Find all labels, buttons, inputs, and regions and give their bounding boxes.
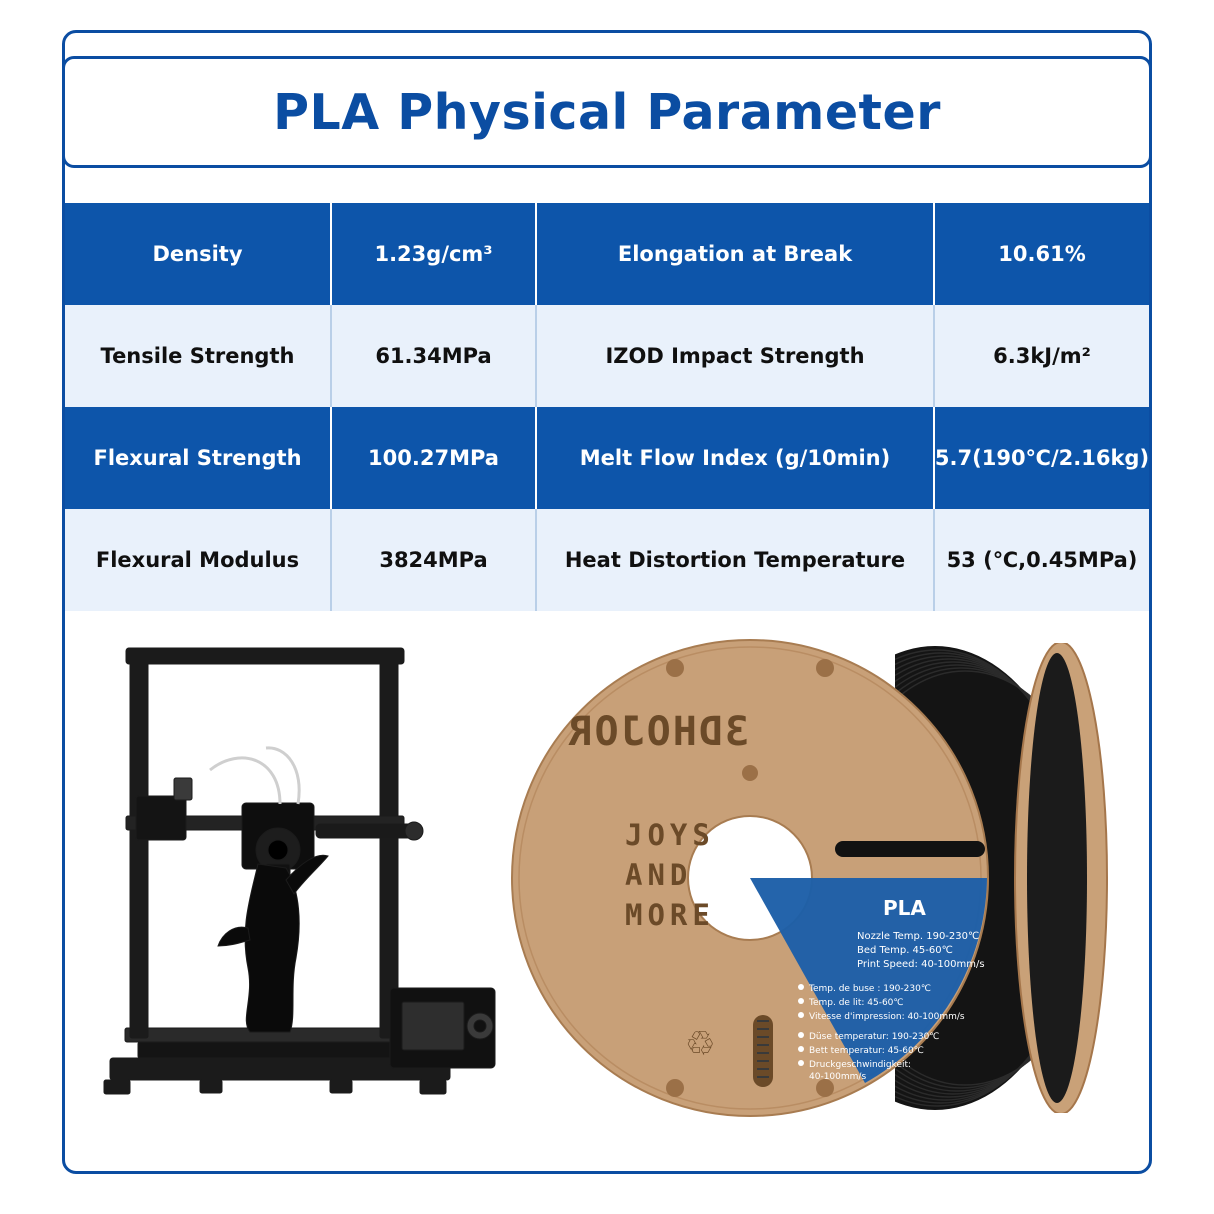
spool-tagline-1: JOYS [625, 818, 715, 852]
spool-spec-en-3: Print Speed: 40-100mm/s [857, 959, 985, 970]
param-value: 1.23g/cm³ [332, 203, 537, 305]
product-images [65, 613, 1149, 1171]
param-label: Heat Distortion Temperature [537, 509, 935, 611]
param-label: IZOD Impact Strength [537, 305, 935, 407]
spool-tagline-3: MORE [625, 898, 715, 932]
param-value: 5.7(190℃/2.16kg) [934, 446, 1150, 470]
param-label: Elongation at Break [537, 203, 935, 305]
param-value: 61.34MPa [332, 305, 537, 407]
param-label: Tensile Strength [65, 305, 332, 407]
table-row [65, 509, 1149, 611]
spool-brand-text: 3DHOJOR [566, 709, 749, 755]
table-row [65, 407, 1149, 509]
table-row [65, 305, 1149, 407]
spool-material-badge: PLA [883, 896, 926, 920]
spool-spec-fr-3: Vitesse d'impression: 40-100mm/s [809, 1012, 965, 1022]
spool-spec-en-1: Nozzle Temp. 190-230℃ [857, 931, 980, 942]
parameter-table [65, 203, 1149, 611]
param-value: 53 (℃,0.45MPa) [946, 548, 1138, 572]
param-label: Density [65, 203, 332, 305]
param-value: 100.27MPa [332, 407, 537, 509]
param-label: Flexural Modulus [65, 509, 332, 611]
param-value: 10.61% [998, 242, 1086, 266]
spool-spec-de-4: 40-100mm/s [809, 1072, 867, 1082]
page-title: PLA Physical Parameter [273, 83, 941, 141]
printer-image [90, 628, 510, 1128]
title-box [62, 56, 1152, 168]
spool-spec-fr-1: Temp. de buse : 190-230℃ [809, 984, 931, 994]
param-label: Flexural Strength [65, 407, 332, 509]
spool-tagline-2: AND [625, 858, 693, 892]
spool-spec-de-3: Druckgeschwindigkeit: [809, 1060, 912, 1070]
table-row [65, 203, 1149, 305]
param-value: 3824MPa [332, 509, 537, 611]
filament-spool-image [505, 623, 1145, 1133]
spool-spec-en-2: Bed Temp. 45-60℃ [857, 945, 953, 956]
param-label: Melt Flow Index (g/10min) [537, 407, 935, 509]
param-value: 6.3kJ/m² [993, 344, 1091, 368]
recycle-icon: ♲ [685, 1024, 716, 1064]
spool-spec-de-1: Düse temperatur: 190-230℃ [809, 1032, 940, 1042]
spool-spec-de-2: Bett temperatur: 45-60℃ [809, 1046, 924, 1056]
spool-spec-fr-2: Temp. de lit: 45-60℃ [809, 998, 904, 1008]
